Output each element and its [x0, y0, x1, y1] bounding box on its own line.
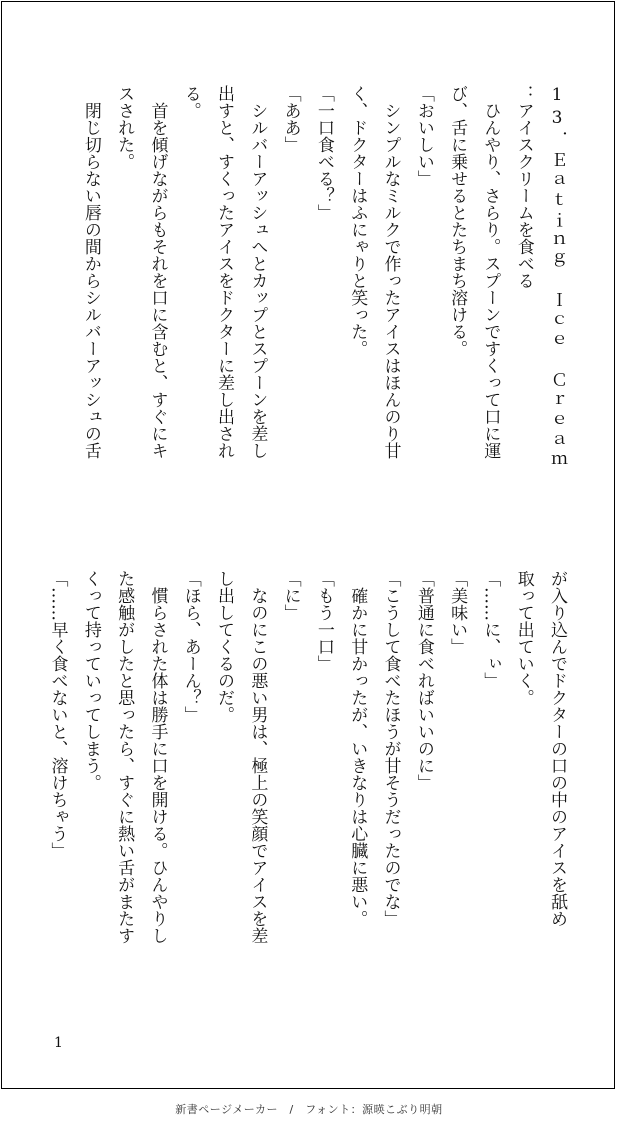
- text-line: なのにこの悪い男は、極上の笑顔でアイスを差: [247, 570, 268, 944]
- text-line: 「に」: [280, 570, 301, 621]
- text-line: スされた。: [114, 85, 135, 170]
- chapter-subtitle: ：アイスクリームを食べる: [513, 85, 534, 289]
- footer-credit: 新書ページメーカー / フォント：源暎こぶり明朝: [175, 1103, 443, 1116]
- text-line: く、ドクターはふにゃりと笑った。: [347, 85, 368, 357]
- text-line: 「こうして食べたほうが甘そうだったのでな」: [380, 570, 401, 927]
- text-line: シルバーアッシュへとカップとスプーンを差し: [247, 85, 268, 459]
- text-line: シンプルなミルクで作ったアイスはほんのり甘: [380, 85, 401, 459]
- text-line: 「普通に食べればいいのに」: [413, 570, 434, 791]
- text-line: る。: [180, 85, 201, 119]
- text-line: 「ああ」: [280, 85, 301, 153]
- text-line: 「ほら、あーん？」: [180, 570, 201, 723]
- lower-text-block: [43, 570, 573, 1002]
- text-line: 「……に、ぃ」: [480, 570, 501, 689]
- text-line: 「美味い」: [447, 570, 468, 655]
- text-line: 取って出ていく。: [513, 570, 534, 706]
- text-line: し出してくるのだ。: [214, 570, 235, 723]
- text-line: が入り込んでドクターの口の中のアイスを舐め: [547, 570, 567, 927]
- page-number: 1: [54, 1035, 63, 1051]
- text-line: くって持っていってしまう。: [80, 570, 101, 791]
- text-line: 閉じ切らない唇の間からシルバーアッシュの舌: [80, 85, 101, 459]
- text-line: 出すと、すくったアイスをドクターに差し出され: [214, 85, 235, 459]
- text-line: た感触がしたと思ったら、すぐに熱い舌がまたす: [114, 570, 135, 944]
- text-line: ひんやり、さらり。スプーンですくって口に運: [480, 85, 501, 459]
- text-line: び、舌に乗せるとたちまち溶ける。: [447, 85, 468, 357]
- upper-text-block: [43, 85, 573, 517]
- text-line: 「おいしい」: [413, 85, 434, 187]
- chapter-title: 13．Ｅａｔｉｎｇ Ｉｃｅ Ｃｒｅａｍ: [547, 85, 567, 471]
- text-line: 首を傾げながらもそれを口に含むと、すぐにキ: [147, 85, 168, 459]
- text-line: 慣らされた体は勝手に口を開ける。ひんやりし: [147, 570, 168, 944]
- text-line: 「……早く食べないと、溶けちゃう」: [47, 570, 68, 859]
- text-line: 確かに甘かったが、いきなりは心臓に悪い。: [347, 570, 368, 927]
- text-line: 「もう一口」: [313, 570, 334, 672]
- text-line: 「一口食べる？」: [313, 85, 334, 221]
